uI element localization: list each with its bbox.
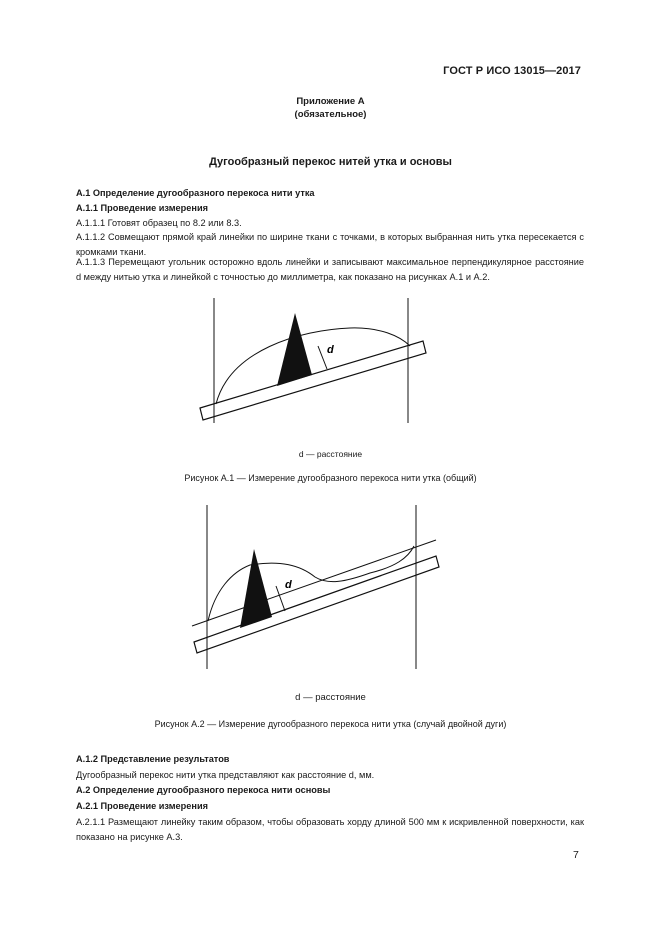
paragraph-a1-1-2: А.1.1.2 Совмещают прямой край линейки по ширине ткани с точками, в которых выбранная нить утка пересекается с кромками ткани. (76, 232, 584, 257)
a1-heading: А.1 Определение дугообразного перекоса нити утка (76, 188, 315, 198)
chord-line (192, 540, 436, 626)
weft-thread-curve (208, 546, 414, 621)
label-d: d (285, 579, 292, 591)
a12-text: Дугообразный перекос нити утка представляют как расстояние d, мм. (76, 770, 375, 780)
ruler (194, 556, 439, 653)
a21-heading: А.2.1 Проведение измерения (76, 801, 208, 811)
weft-thread-curve (216, 328, 410, 404)
a12-heading: А.1.2 Представление результатов (76, 754, 230, 764)
figure-a2-caption: Рисунок А.2 — Измерение дугообразного перекоса нити утка (случай двойной дуги) (154, 719, 507, 729)
appendix-status: (обязательное) (294, 109, 367, 120)
figure-a1-legend: d — расстояние (298, 449, 363, 459)
paragraph-a1-1-3: А.1.1.3 Перемещают угольник осторожно вдоль линейки и записывают максимальное перпендикулярное расстояние d между нитью утка и линейкой с точностью до миллиметра, как показано на рисунках А.1 и А.2. (76, 257, 584, 282)
a11-heading: А.1.1 Проведение измерения (76, 203, 208, 213)
set-square (277, 313, 312, 386)
appendix-title: Приложение А (296, 96, 365, 107)
section-title: Дугообразный перекос нитей утка и основы (209, 156, 452, 168)
distance-marker (276, 586, 285, 611)
distance-marker (318, 346, 327, 369)
paragraph-a1-1-1: А.1.1.1 Готовят образец по 8.2 или 8.3. (76, 218, 242, 228)
ruler (200, 341, 426, 420)
figure-a1-caption: Рисунок А.1 — Измерение дугообразного перекоса нити утка (общий) (184, 473, 477, 483)
set-square (240, 549, 272, 628)
label-d: d (327, 344, 334, 356)
document-code: ГОСТ Р ИСО 13015—2017 (443, 65, 581, 77)
a2-heading: А.2 Определение дугообразного перекоса нити основы (76, 785, 331, 795)
page-number: 7 (573, 849, 579, 861)
figure-a2-legend: d — расстояние (295, 692, 366, 703)
paragraph-a2-1-1: А.2.1.1 Размещают линейку таким образом, чтобы образовать хорду длиной 500 мм к искривленной поверхности, как показано на рисунке А.3. (76, 817, 584, 842)
